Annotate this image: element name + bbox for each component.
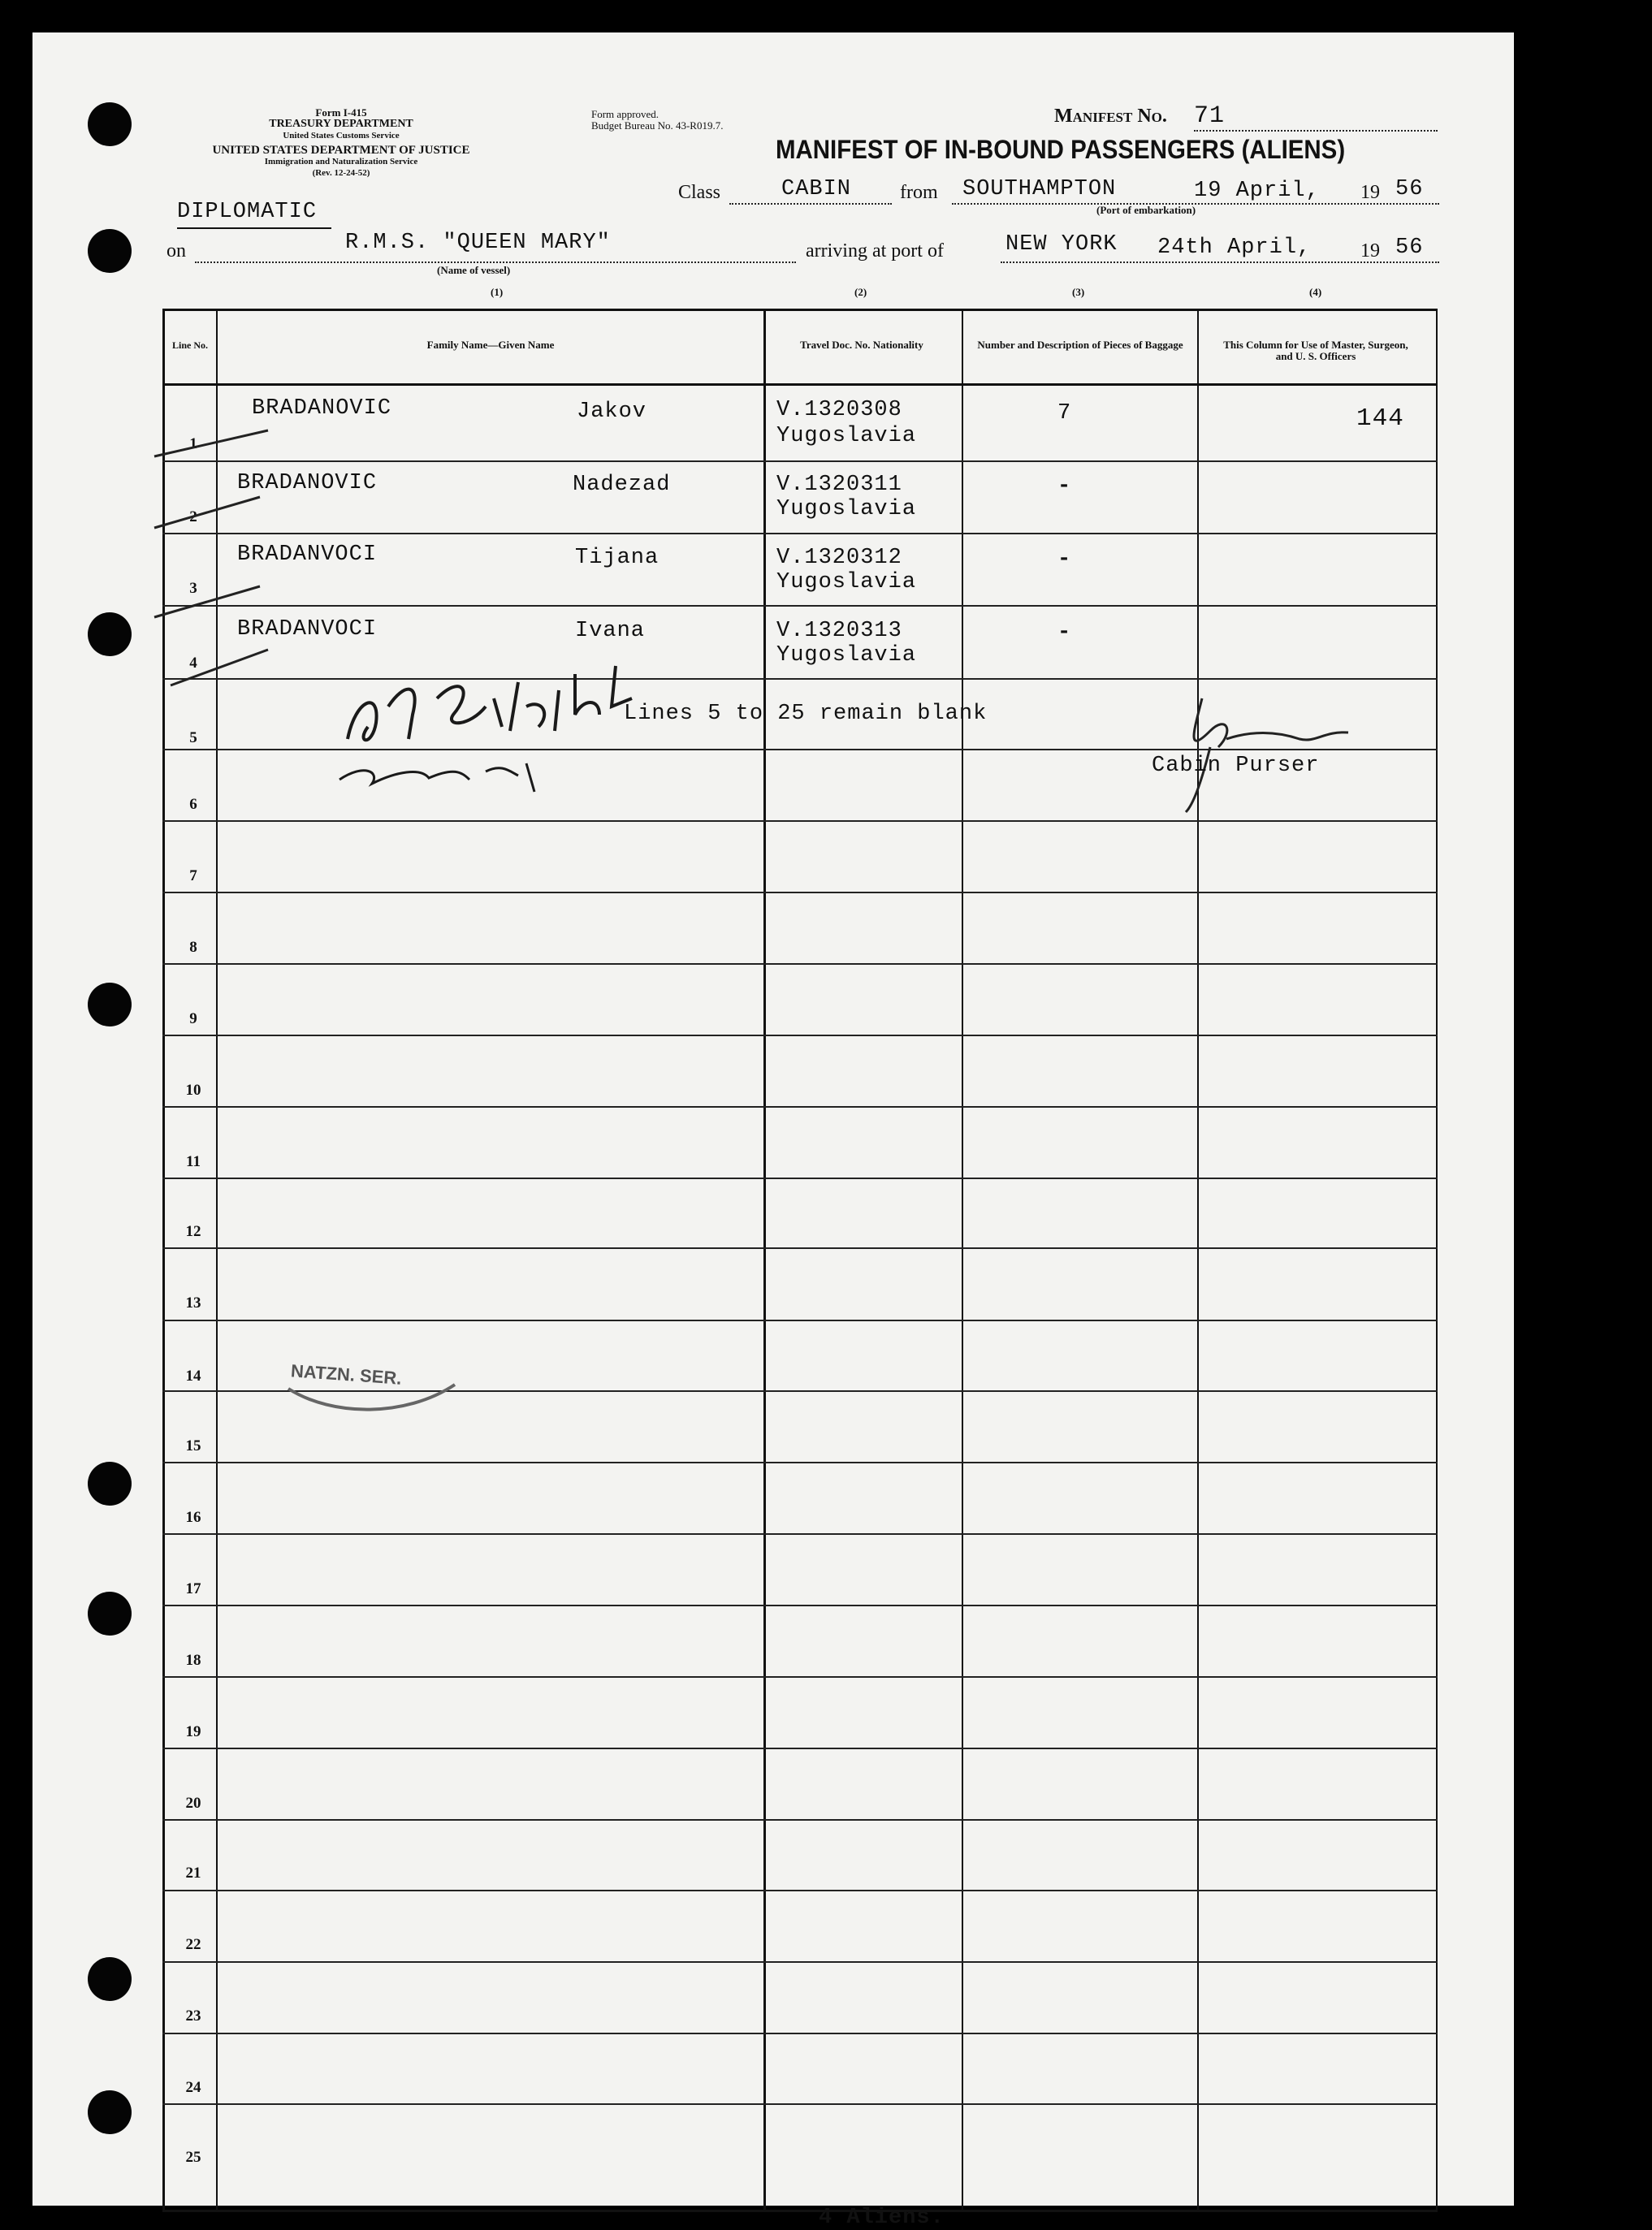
col1-divider <box>763 311 766 2211</box>
class-line <box>729 203 892 205</box>
table-bottom-border <box>162 2210 1438 2212</box>
vessel-line <box>195 261 796 263</box>
row-separator <box>162 1961 1438 1963</box>
arrival-date: 24th April, <box>1157 236 1312 260</box>
binder-hole <box>88 2090 132 2134</box>
binder-hole <box>88 1592 132 1636</box>
line-number: 6 <box>189 796 197 813</box>
row-separator <box>162 1178 1438 1179</box>
arrival-year: 56 <box>1395 236 1424 260</box>
line-number: 23 <box>185 2007 201 2025</box>
row-separator <box>162 533 1438 534</box>
baggage: 7 <box>1057 401 1072 426</box>
line-number: 21 <box>185 1865 201 1882</box>
blank-lines-note: Lines 5 to 25 remain blank <box>624 702 988 726</box>
line-number: 18 <box>185 1652 201 1669</box>
line-number: 10 <box>185 1082 201 1099</box>
row-separator <box>162 1462 1438 1463</box>
line-number: 13 <box>185 1294 201 1312</box>
manifest-no-label: Manifest No. <box>1054 106 1167 127</box>
ins-service: Immigration and Naturalization Service <box>264 157 418 166</box>
line-number: 9 <box>189 1010 197 1027</box>
officer-column-header: This Column for Use of Master, Surgeon, and U. S. Officers <box>1223 339 1408 362</box>
line-number: 24 <box>185 2079 201 2096</box>
row-separator <box>162 1035 1438 1036</box>
form-number: Form I-415 <box>315 106 367 119</box>
nationality: Yugoslavia <box>776 497 917 521</box>
form-agency-block <box>171 107 512 179</box>
line-number: 5 <box>189 729 197 746</box>
row-separator <box>162 1247 1438 1249</box>
line-number: 20 <box>185 1795 201 1812</box>
travel-doc-column-header: Travel Doc. No. Nationality <box>800 339 923 351</box>
travel-doc-no: V.1320308 <box>776 398 902 422</box>
col3-divider <box>1197 311 1199 2211</box>
from-label: from <box>900 182 938 203</box>
travel-doc-no: V.1320311 <box>776 473 902 497</box>
line-number: 15 <box>185 1437 201 1454</box>
line-number: 19 <box>185 1723 201 1740</box>
given-name: Jakov <box>577 400 647 424</box>
stamp-arc <box>284 1372 463 1421</box>
binder-hole <box>88 102 132 146</box>
diplomatic-label: DIPLOMATIC <box>177 200 318 224</box>
table-right-border <box>1436 311 1438 2211</box>
nationality: Yugoslavia <box>776 643 917 668</box>
travel-doc-no: V.1320312 <box>776 546 902 570</box>
family-name: BRADANVOCI <box>237 542 378 567</box>
officer-number: 144 <box>1356 404 1404 433</box>
col2-divider <box>962 311 963 2211</box>
baggage: - <box>1057 620 1072 645</box>
binder-hole <box>88 229 132 273</box>
row-separator <box>162 892 1438 893</box>
justice-department: UNITED STATES DEPARTMENT OF JUSTICE <box>212 144 470 157</box>
row-separator <box>162 605 1438 607</box>
given-name: Ivana <box>575 619 646 643</box>
embark-date: 19 April, <box>1194 179 1320 203</box>
line-no-header: Line No. <box>171 339 208 351</box>
total-aliens: 4 Aliens. <box>819 2206 945 2230</box>
nationality: Yugoslavia <box>776 570 917 594</box>
manifest-no-line <box>1194 130 1438 132</box>
line-number: 22 <box>185 1936 201 1953</box>
on-label: on <box>166 240 186 261</box>
row-separator <box>162 1819 1438 1821</box>
treasury-department: TREASURY DEPARTMENT <box>269 118 413 130</box>
family-name: BRADANOVIC <box>237 471 378 495</box>
nationality: Yugoslavia <box>776 424 917 448</box>
form-revision: (Rev. 12-24-52) <box>312 168 370 178</box>
check-marks <box>146 406 292 698</box>
binder-hole <box>88 612 132 656</box>
naturalization-stamp: NATZN. SER. <box>290 1360 403 1389</box>
col4-number: (4) <box>1309 286 1322 298</box>
binder-hole <box>88 1462 132 1506</box>
arrival-port: NEW YORK <box>1005 232 1118 257</box>
col2-number: (2) <box>854 286 867 298</box>
line-number: 2 <box>189 508 197 525</box>
given-name: Nadezad <box>573 473 671 497</box>
customs-service: United States Customs Service <box>283 131 400 140</box>
binder-hole <box>88 983 132 1026</box>
col1-number: (1) <box>491 286 504 298</box>
manifest-no-value: 71 <box>1194 102 1226 130</box>
line-number: 17 <box>185 1580 201 1597</box>
row-separator <box>162 2103 1438 2105</box>
binder-hole <box>88 1957 132 2001</box>
line-number: 8 <box>189 939 197 956</box>
manifest-title: MANIFEST OF IN-BOUND PASSENGERS (ALIENS) <box>776 135 1346 164</box>
class-label: Class <box>678 182 721 203</box>
baggage: - <box>1057 547 1072 572</box>
vessel-name: R.M.S. "QUEEN MARY" <box>345 231 611 255</box>
line-number: 4 <box>189 655 197 672</box>
diplomatic-underline <box>177 227 331 229</box>
table-top-border <box>162 309 1438 311</box>
vessel-caption: (Name of vessel) <box>437 264 511 276</box>
line-number: 7 <box>189 867 197 884</box>
line-number: 3 <box>189 580 197 597</box>
row-separator <box>162 1748 1438 1749</box>
col3-number: (3) <box>1072 286 1085 298</box>
from-port: SOUTHAMPTON <box>962 177 1117 201</box>
row-separator <box>162 963 1438 965</box>
row-separator <box>162 1605 1438 1606</box>
given-name: Tijana <box>575 546 660 570</box>
form-approval <box>591 109 723 132</box>
baggage: - <box>1057 474 1072 499</box>
line-number: 25 <box>185 2149 201 2166</box>
line-number: 16 <box>185 1509 201 1526</box>
year-prefix: 19 <box>1360 182 1380 203</box>
baggage-column-header: Number and Description of Pieces of Baggage <box>977 339 1183 351</box>
name-column-header: Family Name—Given Name <box>426 339 555 351</box>
arriving-label: arriving at port of <box>806 240 944 261</box>
embark-year: 56 <box>1395 177 1424 201</box>
line-number: 1 <box>189 435 197 452</box>
row-separator <box>162 1533 1438 1535</box>
row-separator <box>162 1106 1438 1108</box>
port-caption: (Port of embarkation) <box>1096 204 1196 216</box>
travel-doc-no: V.1320313 <box>776 619 902 643</box>
budget-bureau-no: Budget Bureau No. 43-R019.7. <box>591 119 724 132</box>
row-separator <box>162 1320 1438 1321</box>
cabin-purser-label: Cabin Purser <box>1152 754 1320 778</box>
row-separator <box>162 1676 1438 1678</box>
class-value: CABIN <box>781 177 852 201</box>
family-name: BRADANOVIC <box>252 396 392 421</box>
arrival-year-prefix: 19 <box>1360 240 1380 261</box>
header-separator <box>162 383 1438 386</box>
form-approved: Form approved. <box>591 108 660 120</box>
row-separator <box>162 460 1438 462</box>
line-number: 11 <box>186 1153 201 1170</box>
row-separator <box>162 2033 1438 2034</box>
line-number: 12 <box>185 1223 201 1240</box>
family-name: BRADANVOCI <box>237 617 378 642</box>
row-separator <box>162 1890 1438 1891</box>
line-number: 14 <box>185 1368 201 1385</box>
inspector-signature <box>331 650 656 796</box>
